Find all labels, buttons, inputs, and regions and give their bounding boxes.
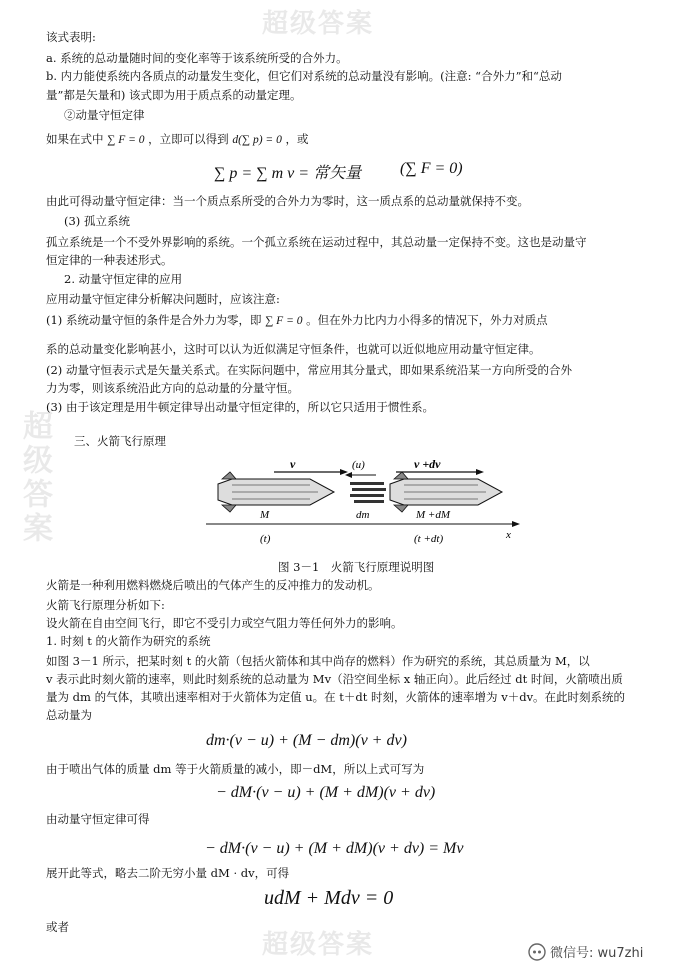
rocket-diagram [200,452,530,560]
text-line: 力为零，则该系统沿此方向的总动量的分量守恒。 [46,381,299,395]
text-line: v 表示此时刻火箭的速率，则此时刻系统的总动量为 Mv（沿空间坐标 x 轴正向）。此后经过 dt 时间，火箭喷出质 [46,672,623,686]
exhaust-gas [350,482,386,503]
section-heading: 三、火箭飞行原理 [74,434,166,448]
label-dm: dm [356,509,370,521]
text-line: 系的总动量变化影响甚小，这时可以认为近似满足守恒条件，也就可以近似地应用动量守恒定律。 [46,342,541,356]
label-t: (t) [260,533,271,545]
text-line: 恒定律的一种表述形式。 [46,253,173,267]
equation-dsum: d(∑ p) = 0 [232,134,282,146]
text-line: b. 内力能使系统内各质点的动量发生变化，但它们对系统的总动量没有影响。(注意: “合外力”和“总动 [46,69,562,83]
watermark-bottom: 超级答案 [262,930,375,960]
x-axis-label: x [506,529,511,541]
equation-rocket: udM + Mdv = 0 [264,887,394,909]
text-fragment: 如果在式中 [46,132,104,146]
text-line: 量”都是矢量和) 该式即为用于质点系的动量定理。 [46,88,302,102]
label-tdt: (t +dt) [414,533,444,545]
text-line: 该式表明: [46,30,96,44]
wechat-label: 微信号: wu7zhi [550,946,644,961]
section-heading: 1. 时刻 t 的火箭作为研究的系统 [46,634,211,648]
watermark-side: 超级答案 [17,410,52,546]
equation-momentum-2: − dM·(v − u) + (M + dM)(v + dv) [216,784,436,801]
equation-conservation: ∑ p = ∑ m v = 常矢量 [214,165,362,182]
label-v-right: v +dv [414,457,441,471]
equation-momentum-3: − dM·(v − u) + (M + dM)(v + dv) = Mv [205,840,464,857]
text-line: 由动量守恒定律可得 [46,812,150,826]
label-u: (u) [352,459,365,471]
label-v-left: v [290,457,296,471]
section-heading: 2. 动量守恒定律的应用 [64,272,183,286]
arrowhead-u [345,472,352,478]
equation-sumF0: ∑ F = 0 [107,134,145,146]
text-fragment: ，或 [285,132,309,146]
figure-caption: 图 3－1 火箭飞行原理说明图 [278,560,435,574]
arrowhead-v-right [476,469,484,475]
text-line: (3) 由于该定理是用牛顿定律导出动量守恒定律的，所以它只适用于惯性系。 [46,400,434,414]
text-line: 孤立系统是一个不受外界影响的系统。一个孤立系统在运动过程中，其总动量一定保持不变。这也是动量守 [46,235,587,249]
label-MdM: M +dM [416,509,450,521]
text-line: 展开此等式，略去二阶无穷小量 dM · dv，可得 [46,866,290,880]
watermark-top: 超级答案 [262,9,375,39]
text-line: 设火箭在自由空间飞行，即它不受引力或空气阻力等任何外力的影响。 [46,616,403,630]
text-line: a. 系统的总动量随时间的变化率等于该系统所受的合外力。 [46,51,348,65]
text-line: 如图 3－1 所示，把某时刻 t 的火箭（包括火箭体和其中尚存的燃料）作为研究的系统，其总质量为 M，以 [46,654,590,668]
wechat-icon [528,943,546,961]
text-line [46,313,548,328]
equation-momentum-1: dm·(v − u) + (M − dm)(v + dv) [206,732,407,749]
text-line: 或者 [46,920,69,934]
text-line: 由此可得动量守恒定律：当一个质点系所受的合外力为零时，这一质点系的总动量就保持不变。 [46,194,529,208]
equation-sumF0-inline: ∑ F = 0 [265,315,303,327]
rocket-right [390,472,502,512]
text-line [46,132,308,147]
wechat-id [528,942,643,961]
text-fragment: ，立即可以得到 [148,132,229,146]
text-line: 火箭是一种利用燃料燃烧后喷出的气体产生的反冲推力的发动机。 [46,578,380,592]
text-line: 量为 dm 的气体，其喷出速率相对于火箭体为定值 u。在 t＋dt 时刻，火箭体的速率增为 v＋dv。在此时刻系统的 [46,690,626,704]
arrowhead-v-left [340,469,348,475]
equation-condition: (∑ F = 0) [400,160,463,177]
text-line: 火箭飞行原理分析如下: [46,598,165,612]
text-line: 应用动量守恒定律分析解决问题时，应该注意: [46,292,280,306]
text-fragment: 。但在外力比内力小得多的情况下，外力对质点 [306,313,548,327]
section-heading: ②动量守恒定律 [64,108,145,122]
section-heading: (3) 孤立系统 [64,214,130,228]
text-line: (2) 动量守恒表示式是矢量关系式。在实际问题中，常应用其分量式，即如果系统沿某一方向所受的合外 [46,363,572,377]
label-M: M [260,509,270,521]
text-fragment: (1) 系统动量守恒的条件是合外力为零，即 [46,313,262,327]
text-line: 总动量为 [46,708,92,722]
text-line: 由于喷出气体的质量 dm 等于火箭质量的减小，即－dM，所以上式可写为 [46,762,425,776]
rocket-left [218,472,334,512]
x-axis-arrowhead [512,521,520,527]
